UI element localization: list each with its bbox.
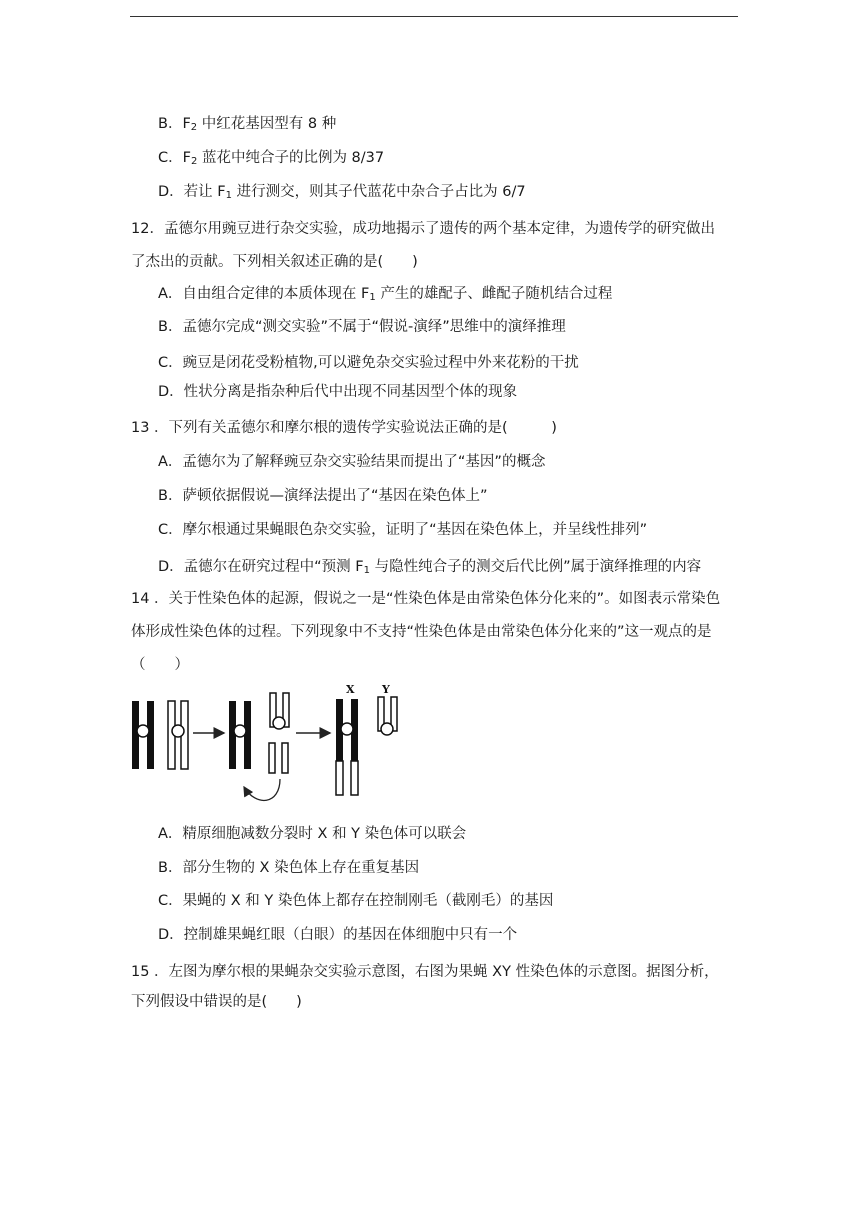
- q14-option-d: D．控制雄果蝇红眼（白眼）的基因在体细胞中只有一个: [158, 927, 518, 943]
- chromosome-differentiation-figure: [130, 683, 410, 811]
- q13-option-c: C．摩尔根通过果蝇眼色杂交实验，证明了“基因在染色体上，并呈线性排列”: [158, 522, 648, 538]
- q13-option-d: D．孟德尔在研究过程中“预测 $F_1$ 与隐性纯合子的测交后代比例”属于演绎推理的内容: [158, 559, 702, 576]
- curved-arrow: [244, 779, 280, 800]
- q13-stem: 13 ．下列有关孟德尔和摩尔根的遗传学实验说法正确的是( ): [131, 420, 557, 436]
- q15-stem-line1: 15 ．左图为摩尔根的果蝇杂交实验示意图，右图为果蝇 XY 性染色体的示意图。据图分析，: [131, 964, 719, 980]
- q11-option-b: B．$F_2$ 中红花基因型有 8 种: [158, 116, 337, 133]
- x-chromosome: [336, 699, 358, 795]
- q14-stem-line3: （ ）: [131, 657, 189, 673]
- q12-stem-line1: 12．孟德尔用豌豆进行杂交实验，成功地揭示了遗传的两个基本定律，为遗传学的研究做出: [131, 221, 715, 237]
- q12-option-d: D．性状分离是指杂种后代中出现不同基因型个体的现象: [158, 384, 518, 400]
- q12-option-b: B．孟德尔完成“测交实验”不属于“假说-演绎”思维中的演绎推理: [158, 319, 566, 335]
- q14-stem-line1: 14 ．关于性染色体的起源，假说之一是“性染色体是由常染色体分化来的”。如图表示常染色: [131, 591, 721, 607]
- q15-stem-line2: 下列假设中错误的是( ): [131, 994, 302, 1010]
- y-label: Y: [382, 683, 390, 696]
- q14-stem-line2: 体形成性染色体的过程。下列现象中不支持“性染色体是由常染色体分化来的”这一观点的是: [131, 624, 712, 640]
- q13-option-a: A．孟德尔为了解释豌豆杂交实验结果而提出了“基因”的概念: [158, 454, 546, 470]
- q14-option-b: B．部分生物的 X 染色体上存在重复基因: [158, 860, 420, 876]
- x-label: X: [346, 683, 355, 696]
- q12-option-c: C．豌豆是闭花受粉植物,可以避免杂交实验过程中外来花粉的干扰: [158, 355, 579, 371]
- q11-option-d: D．若让 $F_1$ 进行测交，则其子代蓝花中杂合子占比为 6/7: [158, 184, 526, 201]
- header-rule: [130, 16, 738, 17]
- q12-stem-line2: 了杰出的贡献。下列相关叙述正确的是( ): [131, 254, 418, 270]
- y-chromosome: [378, 697, 397, 735]
- q13-option-b: B．萨顿依据假说—演绎法提出了“基因在染色体上”: [158, 488, 488, 504]
- stage1-autosomes: [132, 701, 188, 769]
- q11-option-c: C．$F_2$ 蓝花中纯合子的比例为 8/37: [158, 150, 385, 167]
- q14-option-a: A．精原细胞减数分裂时 X 和 Y 染色体可以联会: [158, 826, 467, 842]
- q14-option-c: C．果蝇的 X 和 Y 染色体上都存在控制刚毛（截刚毛）的基因: [158, 893, 554, 909]
- q12-option-a: A．自由组合定律的本质体现在 $F_1$ 产生的雄配子、雌配子随机结合过程: [158, 286, 613, 303]
- stage2-chromosomes: [229, 693, 289, 773]
